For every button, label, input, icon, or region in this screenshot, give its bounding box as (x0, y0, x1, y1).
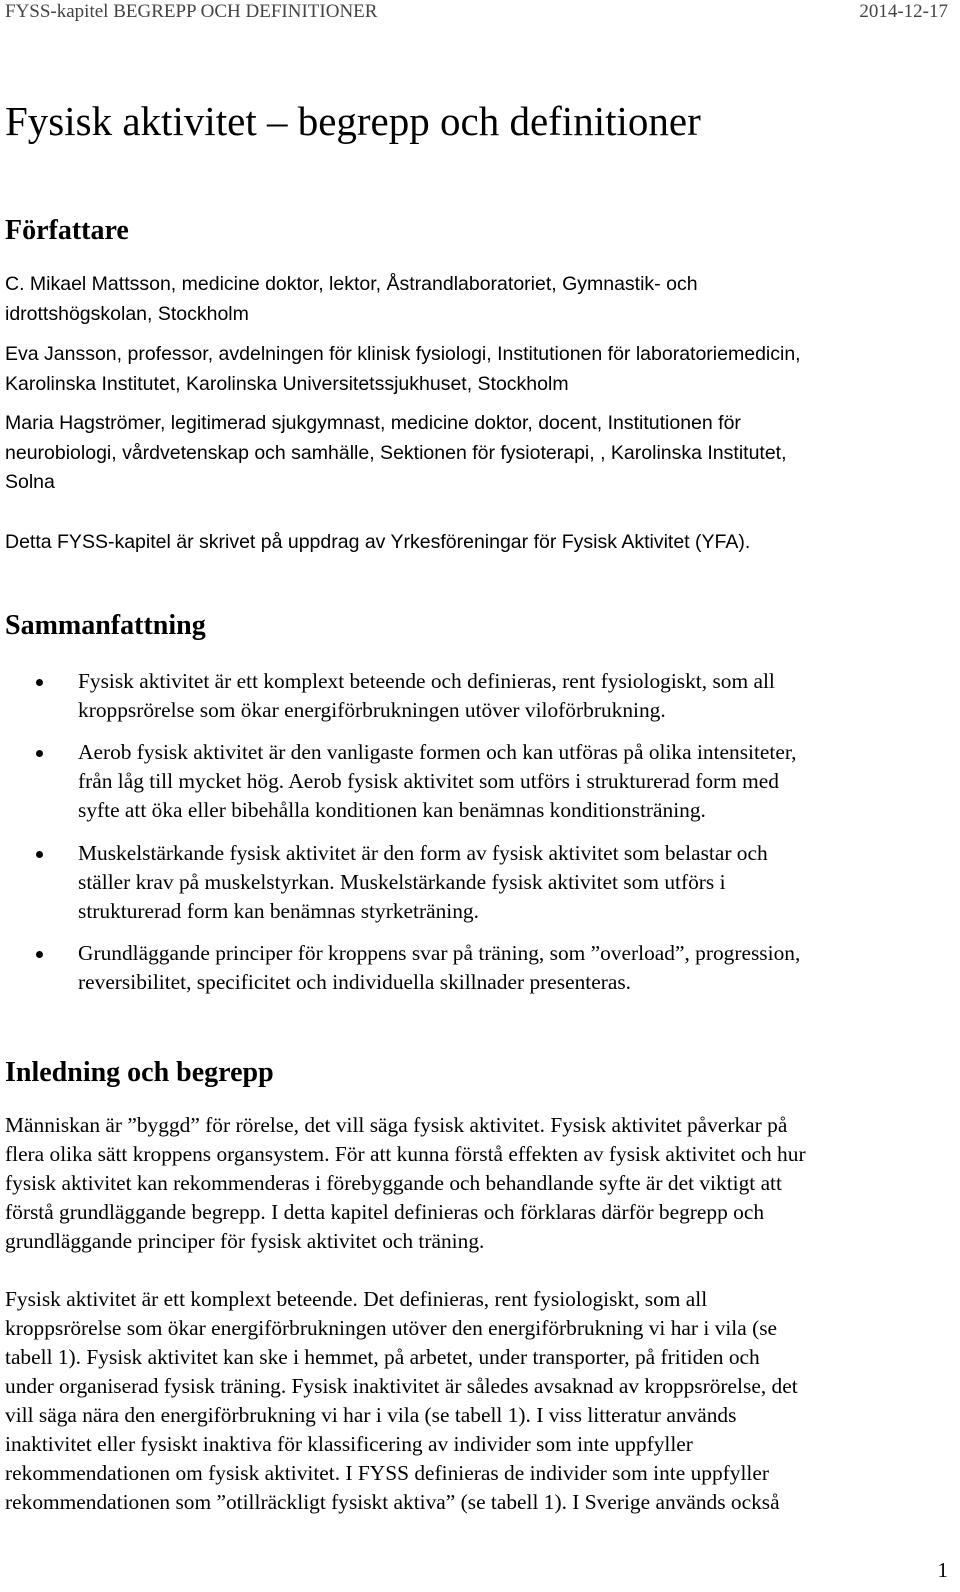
text-line: Människan är ”byggd” för rörelse, det vill säga fysisk aktivitet. Fysisk aktivitet påverkar på (5, 1113, 788, 1137)
text-line: inaktivitet eller fysiskt inaktiva för klassificering av individer som inte uppfyller (5, 1432, 693, 1456)
text-line: reversibilitet, specificitet och individuella skillnader presenteras. (78, 970, 631, 994)
author-entry (5, 340, 955, 399)
intro-paragraph (5, 1111, 955, 1256)
header-chapter-title: FYSS-kapitel BEGREPP OCH DEFINITIONER (5, 1, 378, 22)
text-line: flera olika sätt kroppens organsystem. För att kunna förstå effekten av fysisk aktivitet och hur (5, 1142, 806, 1166)
bullet-icon (36, 750, 43, 757)
text-line: rekommendationen som ”otillräckligt fysiskt aktiva” (se tabell 1). I Sverige används också (5, 1490, 780, 1514)
text-line: under organiserad fysisk träning. Fysisk inaktivitet är således avsaknad av kroppsrörelse, det (5, 1374, 798, 1398)
text-line: rekommendationen om fysisk aktivitet. I FYSS definieras de individer som inte uppfyller (5, 1461, 769, 1485)
text-line: Solna (5, 471, 55, 493)
bullet-icon (36, 951, 43, 958)
page-header (5, 0, 948, 24)
text-line: Grundläggande principer för kroppens svar på träning, som ”overload”, progression, (78, 941, 801, 965)
page-number: 1 (937, 1558, 948, 1582)
text-line: Fysisk aktivitet är ett komplext beteende och definieras, rent fysiologiskt, som all (78, 669, 775, 693)
text-line: från låg till mycket hög. Aerob fysisk aktivitet som utförs i strukturerad form med (78, 769, 779, 793)
text-line: C. Mikael Mattsson, medicine doktor, lektor, Åstrandlaboratoriet, Gymnastik- och (5, 273, 698, 295)
text-line: kroppsrörelse som ökar energiförbrukningen utöver den energiförbrukning vi har i vila (se (5, 1316, 778, 1340)
authors-heading: Författare (5, 215, 129, 246)
header-date: 2014-12-17 (859, 1, 948, 22)
commission-note: Detta FYSS-kapitel är skrivet på uppdrag av Yrkesföreningar för Fysisk Aktivitet (YFA). (5, 531, 751, 553)
text-line: ställer krav på muskelstyrkan. Muskelstärkande fysisk aktivitet som utförs i (78, 870, 726, 894)
intro-heading: Inledning och begrepp (5, 1057, 274, 1088)
text-line: syfte att öka eller bibehålla konditionen kan benämnas konditionsträning. (78, 798, 706, 822)
author-entry (5, 409, 955, 498)
text-line: tabell 1). Fysisk aktivitet kan ske i hemmet, på arbetet, under transporter, på fritiden och (5, 1345, 760, 1369)
text-line: förstå grundläggande begrepp. I detta kapitel definieras och förklaras därför begrepp och (5, 1200, 765, 1224)
text-line: Fysisk aktivitet är ett komplext beteende. Det definieras, rent fysiologiskt, som all (5, 1287, 708, 1311)
summary-heading: Sammanfattning (5, 610, 206, 641)
document-title: Fysisk aktivitet – begrepp och definitioner (5, 98, 701, 144)
intro-paragraph (5, 1285, 955, 1517)
text-line: Maria Hagströmer, legitimerad sjukgymnast, medicine doktor, docent, Institutionen för (5, 412, 741, 434)
text-line: vill säga nära den energiförbrukning vi har i vila (se tabell 1). I viss litteratur används (5, 1403, 737, 1427)
text-line: Eva Jansson, professor, avdelningen för klinisk fysiologi, Institutionen för laboratoriemedicin, (5, 343, 801, 365)
author-entry (5, 270, 955, 329)
text-line: fysisk aktivitet kan rekommenderas i förebyggande och behandlande syfte är det viktigt att (5, 1171, 782, 1195)
text-line: neurobiologi, vårdvetenskap och samhälle, Sektionen för fysioterapi, , Karolinska Institutet, (5, 441, 787, 464)
text-line: Aerob fysisk aktivitet är den vanligaste formen och kan utföras på olika intensiteter, (78, 740, 797, 764)
bullet-icon (36, 851, 43, 858)
text-line: Karolinska Institutet, Karolinska Universitetssjukhuset, Stockholm (5, 372, 569, 395)
text-line: strukturerad form kan benämnas styrketräning. (78, 899, 479, 923)
text-line: Muskelstärkande fysisk aktivitet är den form av fysisk aktivitet som belastar och (78, 841, 768, 865)
text-line: grundläggande principer för fysisk aktivitet och träning. (5, 1229, 485, 1253)
text-line: kroppsrörelse som ökar energiförbrukningen utöver viloförbrukning. (78, 698, 666, 722)
text-line: idrottshögskolan, Stockholm (5, 302, 249, 325)
bullet-icon (36, 679, 43, 686)
